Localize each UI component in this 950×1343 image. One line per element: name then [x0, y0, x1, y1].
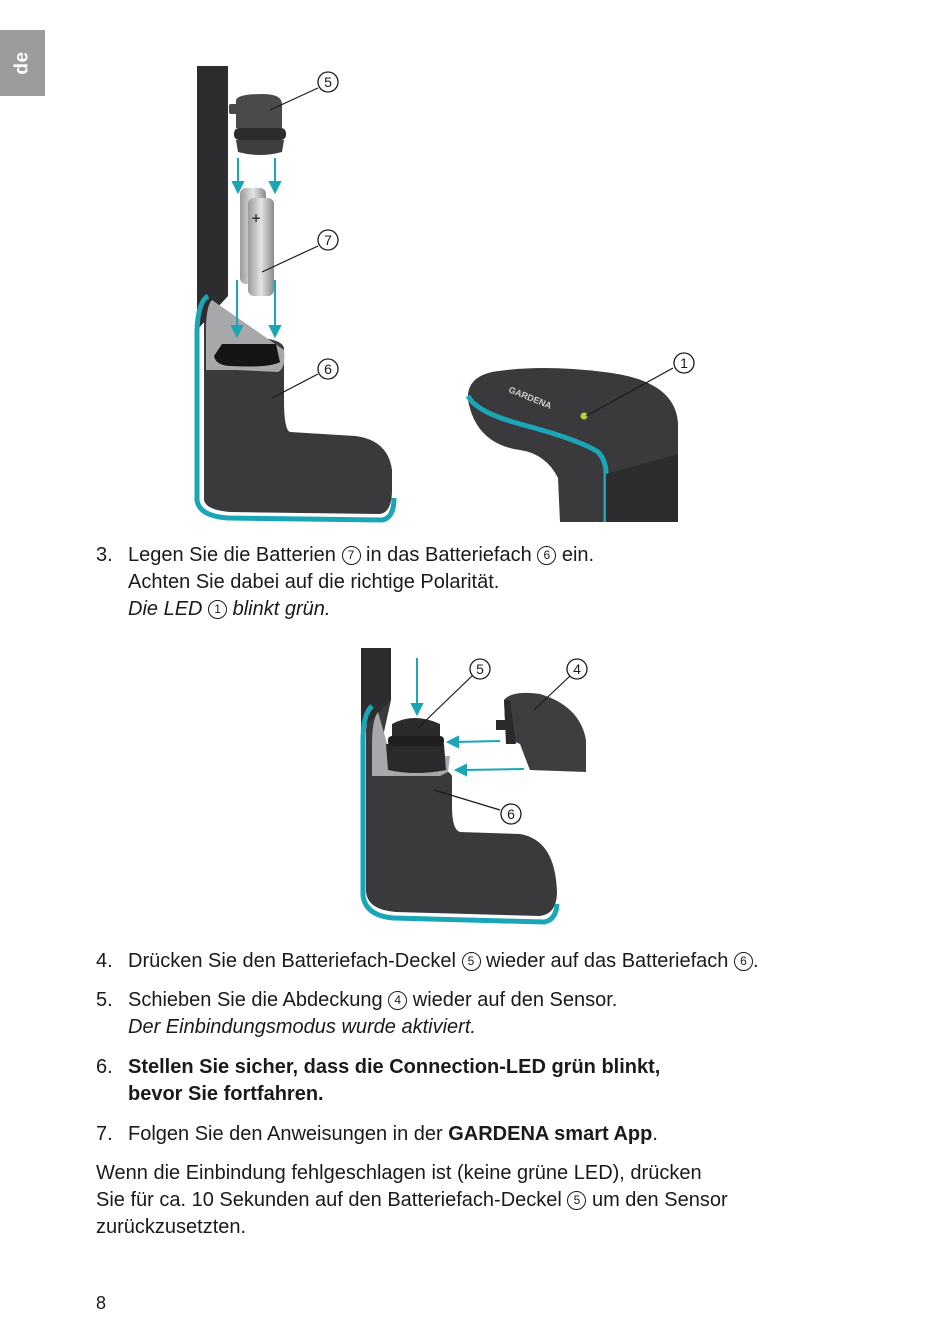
- step-6-line-2: bevor Sie fortfahren.: [128, 1083, 324, 1105]
- step-number: 4.: [96, 950, 113, 972]
- step-7-text-b: .: [652, 1123, 658, 1145]
- callout-7-label: 7: [324, 232, 332, 248]
- reset-note-line-3: zurückzusetzten.: [96, 1216, 247, 1238]
- sensor-base-drawing: [197, 66, 396, 522]
- cover-drawing: [496, 693, 586, 772]
- sensor-head-drawing: [468, 368, 678, 522]
- callout-5-label: 5: [324, 74, 332, 90]
- callout-6-label-2: 6: [507, 806, 515, 822]
- ref-cover: 4: [388, 991, 407, 1010]
- step-number: 7.: [96, 1123, 113, 1145]
- step-5-text-b: wieder auf den Sensor.: [407, 989, 618, 1011]
- brand-logo-text: GARDENA: [507, 384, 554, 411]
- reset-note-line-1: Wenn die Einbindung fehlgeschlagen ist (keine grüne LED), drücken: [96, 1162, 702, 1184]
- ref-lid: 5: [567, 1191, 586, 1210]
- callout-1-label: 1: [680, 355, 688, 371]
- step-number: 3.: [96, 544, 113, 566]
- step-number: 5.: [96, 989, 113, 1011]
- ref-battery: 7: [342, 546, 361, 565]
- reset-note-line-2a: Sie für ca. 10 Sekunden auf den Batteriefach-Deckel: [96, 1189, 568, 1211]
- step-6-line-1: Stellen Sie sicher, dass die Connection-LED grün blinkt,: [128, 1056, 661, 1078]
- ref-led: 1: [208, 600, 227, 619]
- ref-lid: 5: [462, 952, 481, 971]
- app-name: GARDENA smart App: [448, 1123, 653, 1145]
- batteries-drawing: [240, 188, 274, 296]
- ref-compartment: 6: [734, 952, 753, 971]
- step-7-text-a: Folgen Sie den Anweisungen in der: [128, 1123, 449, 1145]
- battery-lid-drawing: [229, 94, 286, 155]
- step-3-text-b: in das Batteriefach: [360, 544, 538, 566]
- step-5-text-a: Schieben Sie die Abdeckung: [128, 989, 389, 1011]
- callout-6-label: 6: [324, 361, 332, 377]
- step-4-text-a: Drücken Sie den Batteriefach-Deckel: [128, 950, 462, 972]
- callout-5-label-2: 5: [476, 661, 484, 677]
- step-3-polarity-note: Achten Sie dabei auf die richtige Polarität.: [128, 571, 500, 593]
- step-3-text-a: Legen Sie die Batterien: [128, 544, 342, 566]
- page-number: 8: [96, 1293, 107, 1313]
- svg-text:+: +: [251, 211, 262, 225]
- step-3-result-a: Die LED: [128, 598, 209, 620]
- step-3-text-c: ein.: [556, 544, 595, 566]
- figure-battery-insertion: [0, 0, 950, 530]
- figure-cover-reattach: [0, 640, 950, 930]
- step-5-result: Der Einbindungsmodus wurde aktiviert.: [128, 1016, 476, 1038]
- step-3-result-b: blinkt grün.: [227, 598, 331, 620]
- step-number: 6.: [96, 1056, 113, 1078]
- battery-lid-drawing-2: [388, 718, 444, 754]
- step-4-text-b: wieder auf das Batteriefach: [480, 950, 734, 972]
- reset-note-line-2b: um den Sensor: [586, 1189, 728, 1211]
- callout-4-label: 4: [573, 661, 581, 677]
- step-4-text-c: .: [752, 950, 759, 972]
- ref-compartment: 6: [537, 546, 556, 565]
- reset-note: [96, 1160, 856, 1241]
- language-tab-label: de: [11, 51, 33, 75]
